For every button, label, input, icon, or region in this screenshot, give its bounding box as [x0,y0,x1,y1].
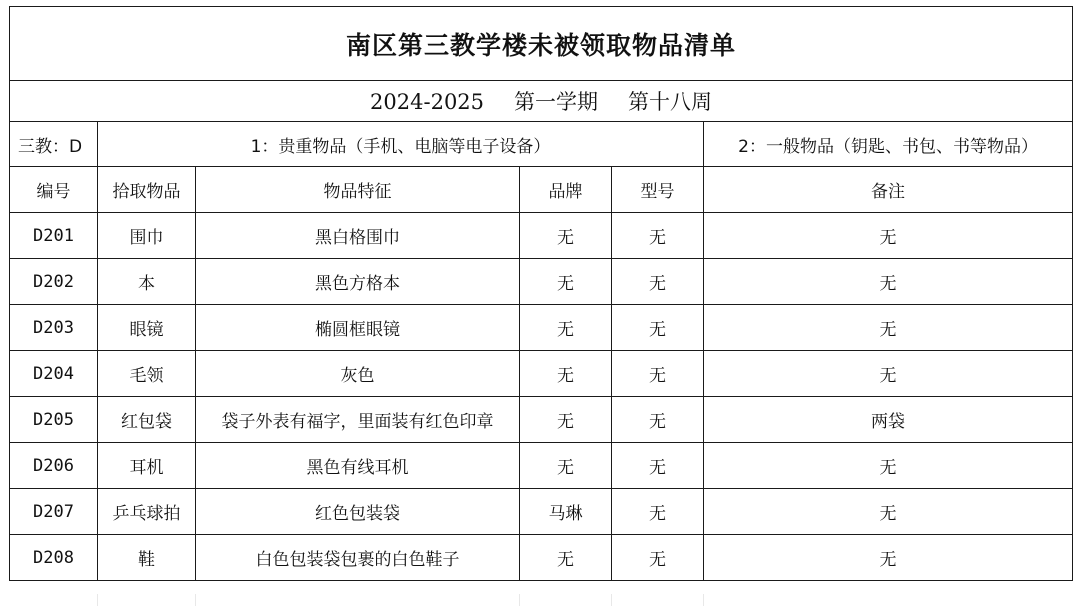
code-cell[interactable]: D207 [10,489,98,535]
model-cell[interactable]: 无 [612,305,704,351]
feature-cell[interactable]: 黑色方格本 [196,259,520,305]
brand-cell[interactable]: 无 [520,535,612,581]
note-cell[interactable]: 无 [704,351,1073,397]
model-cell[interactable]: 无 [612,443,704,489]
item-cell[interactable]: 乒乓球拍 [98,489,196,535]
header-feature[interactable]: 物品特征 [196,167,520,213]
code-cell[interactable]: D202 [10,259,98,305]
table-row [10,397,1073,443]
model-cell[interactable]: 无 [612,259,704,305]
brand-cell[interactable]: 无 [520,305,612,351]
code-cell[interactable]: D201 [10,213,98,259]
item-cell[interactable]: 耳机 [98,443,196,489]
week-text: 第十八周 [628,90,713,114]
model-cell[interactable]: 无 [612,213,704,259]
code-cell[interactable]: D203 [10,305,98,351]
zone-cell[interactable]: 三教：D [10,122,98,167]
model-cell[interactable]: 无 [612,397,704,443]
feature-cell[interactable]: 红色包装袋 [196,489,520,535]
category-valuable[interactable]: 1：贵重物品（手机、电脑等电子设备） [98,122,704,167]
header-row [10,167,1073,213]
code-cell[interactable]: D204 [10,351,98,397]
category-general[interactable]: 2：一般物品（钥匙、书包、书等物品） [704,122,1073,167]
item-cell[interactable]: 眼镜 [98,305,196,351]
item-cell[interactable]: 鞋 [98,535,196,581]
header-model[interactable]: 型号 [612,167,704,213]
code-cell[interactable]: D206 [10,443,98,489]
brand-cell[interactable]: 无 [520,443,612,489]
item-cell[interactable]: 红包袋 [98,397,196,443]
gridline-tail [611,594,612,606]
table-row [10,213,1073,259]
table-row [10,351,1073,397]
model-cell[interactable]: 无 [612,351,704,397]
model-cell[interactable]: 无 [612,489,704,535]
gridline-tail [519,594,520,606]
feature-cell[interactable]: 黑白格围巾 [196,213,520,259]
brand-cell[interactable]: 无 [520,351,612,397]
gridline-tail [195,594,196,606]
year-text: 2024-2025 [370,90,485,114]
item-cell[interactable]: 毛领 [98,351,196,397]
table-body [10,7,1073,581]
brand-cell[interactable]: 无 [520,259,612,305]
brand-cell[interactable]: 无 [520,213,612,259]
header-note[interactable]: 备注 [704,167,1073,213]
gridline-tail [703,594,704,606]
note-cell[interactable]: 两袋 [704,397,1073,443]
table-row [10,535,1073,581]
model-cell[interactable]: 无 [612,535,704,581]
table-row [10,259,1073,305]
term-text: 第一学期 [514,90,599,114]
sheet-title[interactable]: 南区第三教学楼未被领取物品清单 [10,7,1073,81]
table-row [10,443,1073,489]
table-row [10,305,1073,351]
header-code[interactable]: 编号 [10,167,98,213]
header-brand[interactable]: 品牌 [520,167,612,213]
note-cell[interactable]: 无 [704,213,1073,259]
table-row [10,489,1073,535]
gridline-tail [97,594,98,606]
feature-cell[interactable]: 椭圆框眼镜 [196,305,520,351]
note-cell[interactable]: 无 [704,489,1073,535]
code-cell[interactable]: D205 [10,397,98,443]
brand-cell[interactable]: 无 [520,397,612,443]
feature-cell[interactable]: 灰色 [196,351,520,397]
note-cell[interactable]: 无 [704,443,1073,489]
subtitle-row [10,81,1073,122]
brand-cell[interactable]: 马琳 [520,489,612,535]
term-cell[interactable] [10,81,1073,122]
lost-items-table [9,6,1073,581]
header-item[interactable]: 拾取物品 [98,167,196,213]
item-cell[interactable]: 围巾 [98,213,196,259]
note-cell[interactable]: 无 [704,535,1073,581]
note-cell[interactable]: 无 [704,259,1073,305]
item-cell[interactable]: 本 [98,259,196,305]
code-cell[interactable]: D208 [10,535,98,581]
feature-cell[interactable]: 袋子外表有福字，里面装有红色印章 [196,397,520,443]
title-row [10,7,1073,81]
category-row [10,122,1073,167]
feature-cell[interactable]: 白色包装袋包裹的白色鞋子 [196,535,520,581]
feature-cell[interactable]: 黑色有线耳机 [196,443,520,489]
note-cell[interactable]: 无 [704,305,1073,351]
